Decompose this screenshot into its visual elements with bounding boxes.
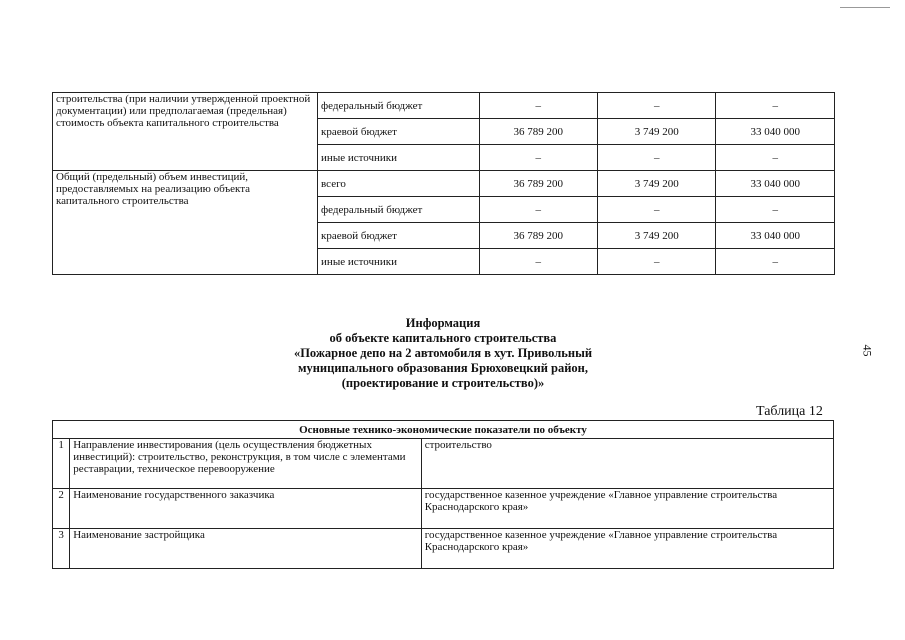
table-caption: Таблица 12 (756, 404, 823, 419)
table-row (53, 529, 834, 569)
heading-line: муниципального образования Брюховецкий район, (297, 361, 589, 375)
row-label: строительства (при наличии утвержденной проектной документации) или предполагаемая (предельная) стоимость объекта капитального строительства (53, 93, 318, 171)
source-name: иные источники (318, 145, 480, 171)
source-name: всего (318, 171, 480, 197)
row-label: Общий (предельный) объем инвестиций, предоставляемых на реализацию объекта капитального строительства (53, 171, 318, 275)
value-1: – (598, 249, 716, 275)
table-row (53, 489, 834, 529)
table-row (53, 93, 835, 119)
funding-table (52, 92, 835, 275)
heading-line: «Пожарное депо на 2 автомобиля в хут. Привольный (293, 346, 593, 360)
section-heading (220, 316, 666, 391)
heading-line: (проектирование и строительство)» (341, 376, 545, 390)
table-header-row (53, 421, 834, 439)
value-1: – (598, 145, 716, 171)
value-total: – (479, 93, 597, 119)
value-2: – (716, 93, 835, 119)
value-total: 36 789 200 (479, 223, 597, 249)
value-2: – (716, 197, 835, 223)
param-name: Наименование государственного заказчика (70, 489, 422, 529)
source-name: федеральный бюджет (318, 93, 480, 119)
value-1: – (598, 197, 716, 223)
value-2: 33 040 000 (716, 171, 835, 197)
corner-mark (840, 7, 890, 8)
value-total: 36 789 200 (479, 171, 597, 197)
value-1: 3 749 200 (598, 223, 716, 249)
value-total: 36 789 200 (479, 119, 597, 145)
heading-line: об объекте капитального строительства (329, 331, 557, 345)
source-name: федеральный бюджет (318, 197, 480, 223)
value-2: 33 040 000 (716, 119, 835, 145)
table-row (53, 171, 835, 197)
row-number: 3 (53, 529, 70, 569)
table-header: Основные технико-экономические показатели по объекту (53, 421, 834, 439)
row-number: 1 (53, 439, 70, 489)
page-number: 45 (860, 344, 875, 357)
value-1: 3 749 200 (598, 171, 716, 197)
value-1: – (598, 93, 716, 119)
source-name: иные источники (318, 249, 480, 275)
param-value: государственное казенное учреждение «Главное управление строительства Краснодарского края» (421, 529, 833, 569)
value-2: – (716, 249, 835, 275)
value-2: – (716, 145, 835, 171)
heading-line: Информация (405, 316, 481, 330)
table-row (53, 439, 834, 489)
param-name: Направление инвестирования (цель осуществления бюджетных инвестиций): строительство, реконструкция, в том числе с элементами реставрации, техническое перевооружение (70, 439, 422, 489)
value-total: – (479, 197, 597, 223)
source-name: краевой бюджет (318, 119, 480, 145)
row-number: 2 (53, 489, 70, 529)
indicators-table (52, 420, 834, 569)
value-1: 3 749 200 (598, 119, 716, 145)
value-total: – (479, 145, 597, 171)
value-total: – (479, 249, 597, 275)
source-name: краевой бюджет (318, 223, 480, 249)
param-value: государственное казенное учреждение «Главное управление строительства Краснодарского края» (421, 489, 833, 529)
param-value: строительство (421, 439, 833, 489)
value-2: 33 040 000 (716, 223, 835, 249)
param-name: Наименование застройщика (70, 529, 422, 569)
